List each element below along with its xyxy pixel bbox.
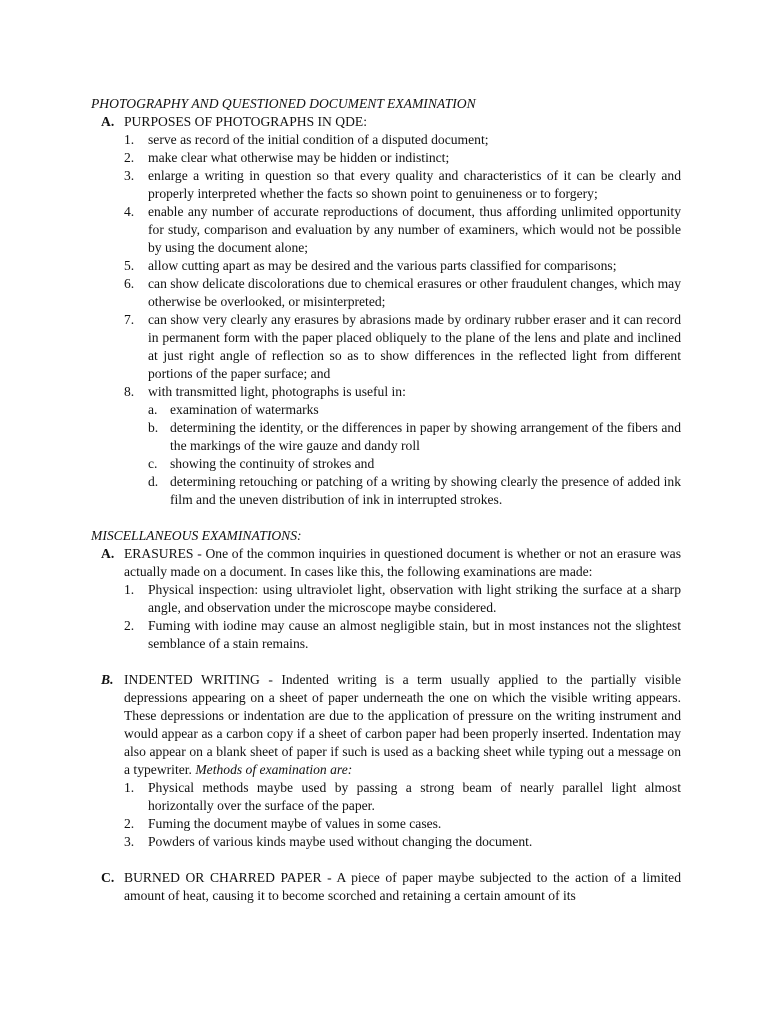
section-erasures xyxy=(91,545,681,653)
list-item: 2. Fuming the document maybe of values in some cases. xyxy=(124,816,442,831)
list-item: 2. Fuming with iodine may cause an almost negligible stain, but in most instances not the slightest semblance of a stain remains. xyxy=(124,618,681,651)
section-letter: A. xyxy=(101,114,115,129)
sub-list-item: a. examination of watermarks xyxy=(148,402,319,417)
list-item: 1. Physical inspection: using ultraviolet light, observation with light striking the surface at a sharp angle, and observation under the microscope maybe considered. xyxy=(124,582,681,615)
spacer xyxy=(91,653,681,671)
list-item: 3. Powders of various kinds maybe used without changing the document. xyxy=(124,834,533,849)
section-paragraph: INDENTED WRITING - Indented writing is a term usually applied to the partially visible depressions appearing on a sheet of paper underneath the one on which the visible writing appears. These depressions or indentation are due to the application of pressure on the writing instrument and would appear as a carbon copy if a sheet of carbon paper had been properly inserted. Indentation may also appear on a blank sheet of paper if such is used as a backing sheet while typing out a message on a typewriter. Methods of examination are: xyxy=(124,672,681,777)
spacer xyxy=(91,509,681,527)
list-item: 8. with transmitted light, photographs is useful in: a. examination of watermarks b. determining the identity, or the differences in paper by showing arrangement of the fibers and the markings of the wire gauze and dandy roll c. showing the continuity of strokes and d. determining retouching or patching of a writing by showing clearly the presence of added ink film and the uneven distribution of ink in interrupted strokes. xyxy=(124,384,681,507)
section-burned-paper xyxy=(91,869,681,905)
section-letter: B. xyxy=(101,672,114,687)
sub-list-item: c. showing the continuity of strokes and xyxy=(148,456,375,471)
list-item: 4. enable any number of accurate reproductions of document, thus affording unlimited opportunity for study, comparison and evaluation by any number of examiners, which would not be possible by using the document alone; xyxy=(124,204,681,255)
list-item: 5. allow cutting apart as may be desired and the various parts classified for comparisons; xyxy=(124,258,617,273)
list-item: 2. make clear what otherwise may be hidden or indistinct; xyxy=(124,150,450,165)
section-indented-writing xyxy=(91,671,681,851)
document-body xyxy=(91,95,681,905)
sub-list-item: b. determining the identity, or the differences in paper by showing arrangement of the fibers and the markings of the wire gauze and dandy roll xyxy=(148,420,681,453)
methods-label: Methods of examination are: xyxy=(195,762,353,777)
section-purposes xyxy=(91,113,681,509)
misc-heading: MISCELLANEOUS EXAMINATIONS: xyxy=(91,528,302,543)
spacer xyxy=(91,851,681,869)
section-letter: A. xyxy=(101,546,115,561)
list-item: 1. Physical methods maybe used by passing a strong beam of nearly parallel light almost horizontally over the surface of the paper. xyxy=(124,780,681,813)
section-paragraph: BURNED OR CHARRED PAPER - A piece of paper maybe subjected to the action of a limited amount of heat, causing it to become scorched and retaining a certain amount of its xyxy=(124,870,681,903)
section-letter: C. xyxy=(101,870,115,885)
list-item: 6. can show delicate discolorations due to chemical erasures or other fraudulent changes, which may otherwise be overlooked, or misinterpreted; xyxy=(124,276,681,309)
list-item: 1. serve as record of the initial condition of a disputed document; xyxy=(124,132,489,147)
section-paragraph: ERASURES - One of the common inquiries in questioned document is whether or not an erasure was actually made on a document. In cases like this, the following examinations are made: xyxy=(124,546,681,579)
list-item: 7. can show very clearly any erasures by abrasions made by ordinary rubber eraser and it can record in permanent form with the paper placed obliquely to the plane of the lens and plate and inclined at just right angle of reflection so as to show differences in the reflected light from different portions of the paper surface; and xyxy=(124,312,681,381)
section-heading: PURPOSES OF PHOTOGRAPHS IN QDE: xyxy=(124,114,367,129)
sub-list xyxy=(148,401,681,509)
sub-list-item: d. determining retouching or patching of a writing by showing clearly the presence of added ink film and the uneven distribution of ink in interrupted strokes. xyxy=(148,474,681,507)
list-item: 3. enlarge a writing in question so that every quality and characteristics of it can be clearly and properly interpreted whether the facts so shown point to genuineness or to forgery; xyxy=(124,168,681,201)
document-title: PHOTOGRAPHY AND QUESTIONED DOCUMENT EXAMINATION xyxy=(91,96,476,111)
